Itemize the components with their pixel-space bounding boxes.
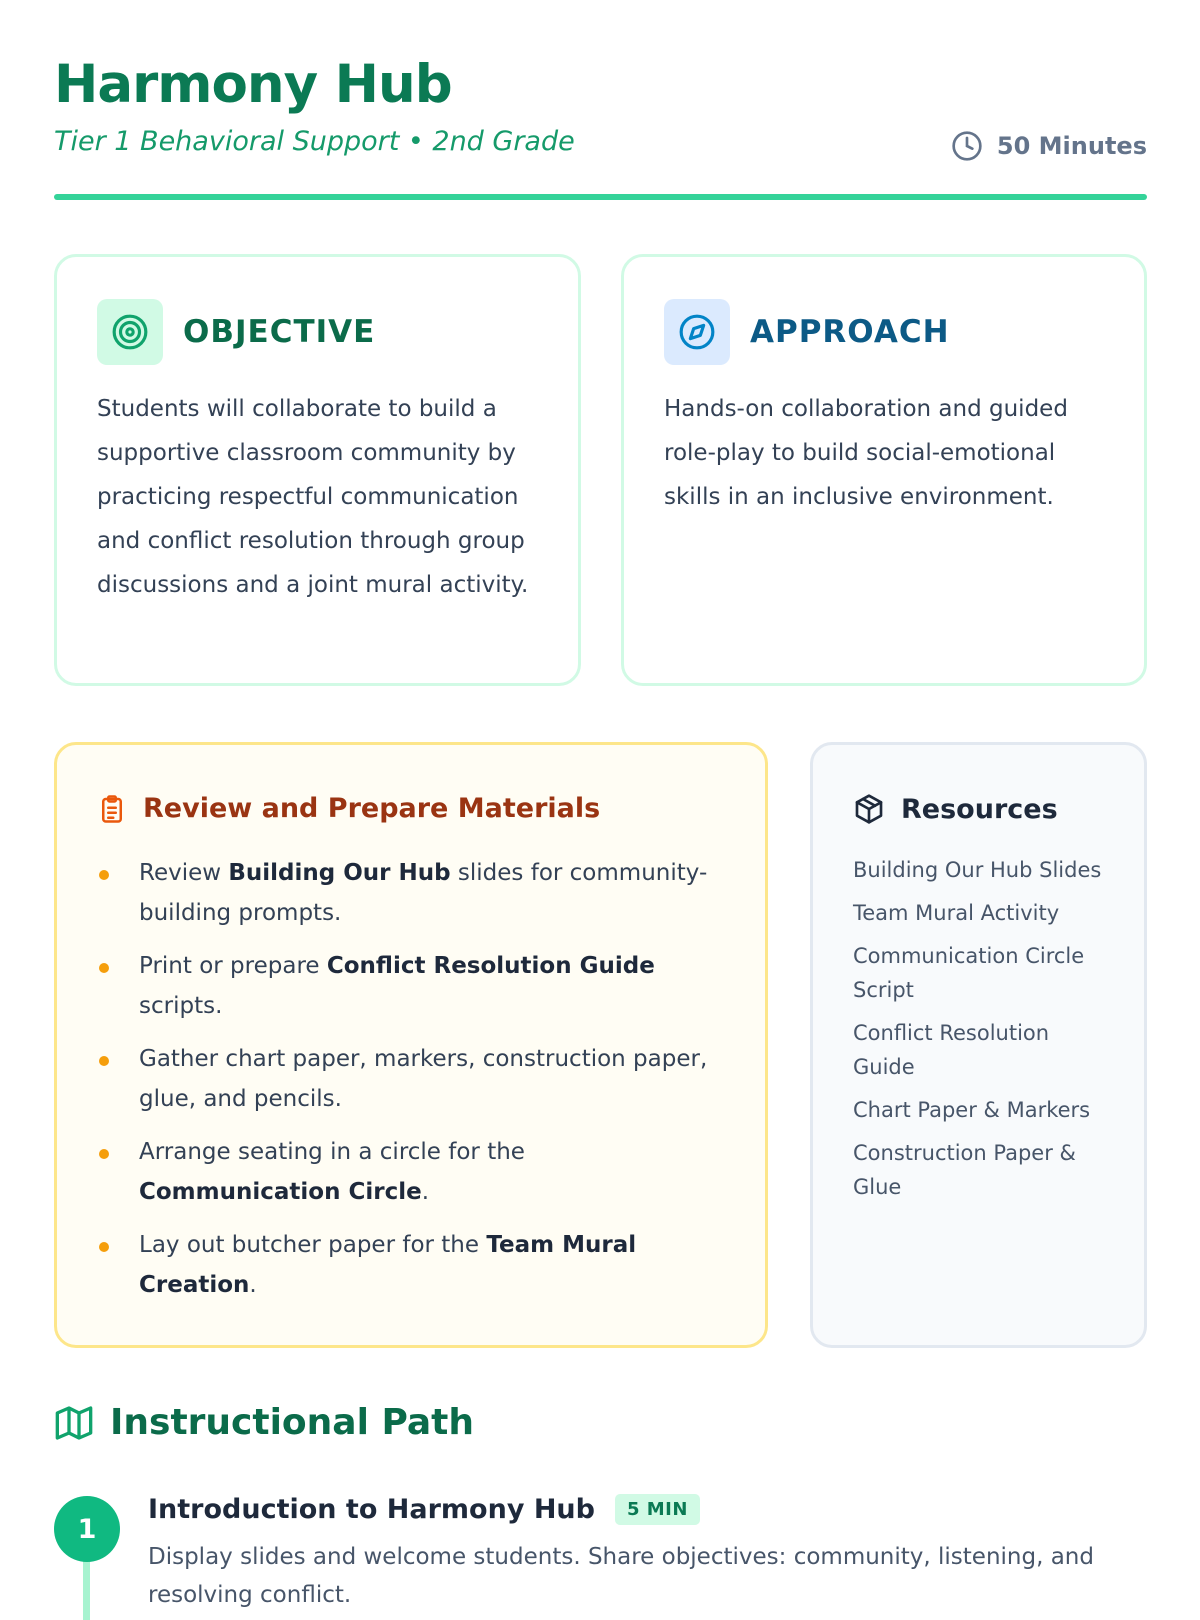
step-title: Introduction to Harmony Hub xyxy=(148,1494,595,1525)
list-item: Lay out butcher paper for the Team Mural Creation. xyxy=(99,1225,725,1305)
step-number-badge: 1 xyxy=(54,1496,120,1562)
prepare-card xyxy=(54,742,768,1348)
timeline-connector xyxy=(83,1560,90,1620)
prepare-title: Review and Prepare Materials xyxy=(143,793,601,824)
resources-header xyxy=(853,793,1058,825)
approach-text: Hands-on collaboration and guided role-play to build social-emotional skills in an inclusive environment. xyxy=(664,396,1068,510)
resource-link[interactable]: Building Our Hub Slides xyxy=(853,858,1102,882)
resources-list xyxy=(853,853,1114,1213)
objective-card xyxy=(54,254,581,686)
prepare-list xyxy=(99,853,725,1318)
list-item: Print or prepare Conflict Resolution Guide scripts. xyxy=(99,946,725,1026)
resources-title: Resources xyxy=(901,793,1058,825)
clock-icon xyxy=(951,130,983,162)
bullet-dot xyxy=(99,963,109,973)
approach-icon-box xyxy=(664,299,730,365)
objective-icon-box xyxy=(97,299,163,365)
step-description: Display slides and welcome students. Share objectives: community, listening, and resolving conflict. xyxy=(148,1544,1094,1608)
header-divider xyxy=(54,194,1147,200)
resource-link[interactable]: Chart Paper & Markers xyxy=(853,1098,1091,1122)
bullet-dot xyxy=(99,1242,109,1252)
package-icon xyxy=(853,793,885,825)
objective-header xyxy=(97,299,375,365)
approach-card xyxy=(621,254,1147,686)
duration-label: 50 Minutes xyxy=(996,132,1147,160)
bullet-dot xyxy=(99,870,109,880)
objective-text: Students will collaborate to build a supportive classroom community by practicing respectful communication and conflict resolution through group discussions and a joint mural activity. xyxy=(97,396,529,598)
prepare-header xyxy=(97,793,600,824)
path-header xyxy=(54,1402,474,1443)
step-duration-badge: 5 MIN xyxy=(615,1494,700,1525)
path-title: Instructional Path xyxy=(110,1402,475,1443)
approach-header xyxy=(664,299,950,365)
resource-link[interactable]: Conflict Resolution Guide xyxy=(853,1021,1050,1079)
bullet-dot xyxy=(99,1149,109,1159)
resource-link[interactable]: Construction Paper & Glue xyxy=(853,1141,1076,1199)
resource-link[interactable]: Communication Circle Script xyxy=(853,944,1085,1002)
duration-badge xyxy=(951,130,1147,162)
page-subtitle: Tier 1 Behavioral Support • 2nd Grade xyxy=(54,126,575,157)
step-header xyxy=(148,1494,700,1525)
bullet-dot xyxy=(99,1056,109,1066)
compass-icon xyxy=(678,313,716,351)
approach-title: APPROACH xyxy=(750,314,950,350)
list-item: Gather chart paper, markers, construction paper, glue, and pencils. xyxy=(99,1039,725,1119)
map-icon xyxy=(54,1403,94,1443)
objective-title: OBJECTIVE xyxy=(183,314,376,350)
list-item: Review Building Our Hub slides for community-building prompts. xyxy=(99,853,725,933)
clipboard-icon xyxy=(97,794,127,824)
target-icon xyxy=(111,313,149,351)
resource-link[interactable]: Team Mural Activity xyxy=(853,901,1060,925)
resources-card xyxy=(810,742,1147,1348)
page-title: Harmony Hub xyxy=(54,54,452,115)
list-item: Arrange seating in a circle for the Communication Circle. xyxy=(99,1132,725,1212)
